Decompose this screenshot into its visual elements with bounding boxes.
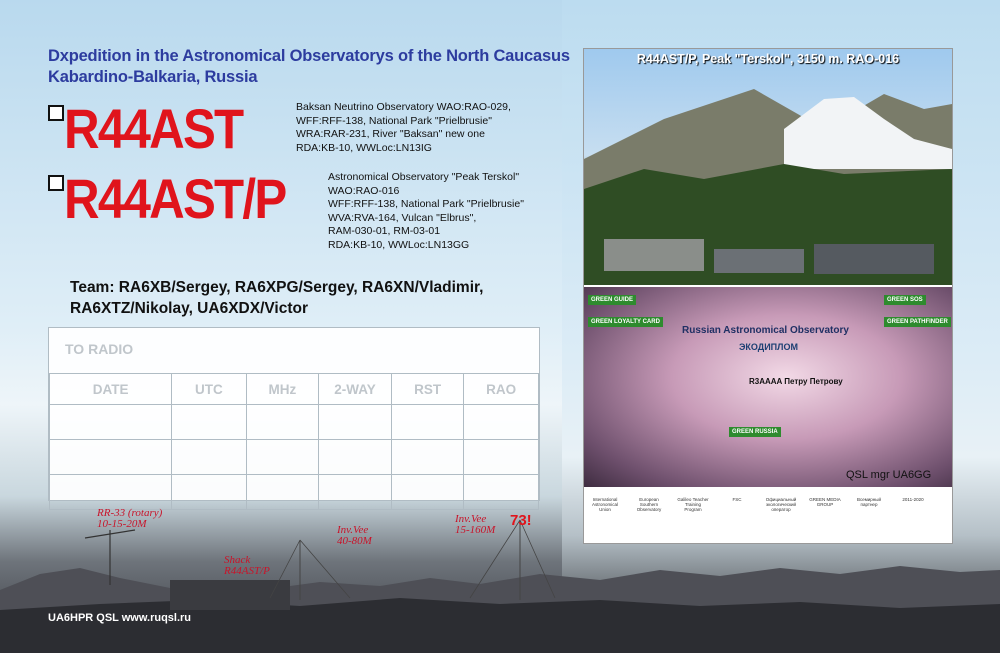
table-row [50, 440, 539, 475]
mountain-photo-art [584, 49, 952, 285]
qso-log-box [48, 327, 540, 501]
qso-header-row [50, 374, 539, 405]
col-date: DATE [50, 374, 172, 405]
badge-pathfinder: GREEN PATHFINDER [884, 317, 951, 327]
terskol-photo [584, 49, 952, 285]
col-rst: RST [391, 374, 464, 405]
badge-loyalty-card: GREEN LOYALTY CARD [588, 317, 663, 327]
col-2way: 2-WAY [319, 374, 392, 405]
antenna-label-invvee-1: Inv.Vee 40-80M [337, 524, 372, 547]
checkbox-r44ast[interactable] [48, 105, 64, 121]
station-info-r44ast: Baksan Neutrino Observatory WAO:RAO-029, WFF:RFF-138, National Park "Prielbrusie" WRA:RAR-231, River "Baksan" new one RDA:KB-10, WWLoc:LN13IG [296, 101, 511, 154]
to-radio-label: TO RADIO [65, 341, 134, 357]
antenna-label-invvee-2: Inv.Vee 15-160M [455, 513, 496, 536]
antenna-label-rr33: RR-33 (rotary) 10-15-20M [97, 507, 163, 530]
badge-green-russia: GREEN RUSSIA [729, 427, 781, 437]
qso-table [49, 373, 539, 510]
photo-title: R44AST/P, Peak "Terskol", 3150 m. RAO-016 [636, 52, 900, 66]
table-row [50, 405, 539, 440]
sponsor-galileo: Galileo Teacher Training Program [677, 497, 709, 512]
qsl-manager: QSL mgr UA6GG [846, 469, 932, 481]
sponsor-green-media: GREEN MEDIA GROUP [809, 497, 841, 507]
ecodiplom-label: ЭКОДИПЛОМ [739, 342, 798, 352]
diploma-title: Russian Astronomical Observatory [682, 325, 849, 336]
seventy-three: 73! [510, 512, 532, 529]
expedition-location: Kabardino-Balkaria, Russia [48, 68, 258, 86]
callsign-r44ast-p: R44AST/P [64, 167, 286, 230]
team-list: Team: RA6XB/Sergey, RA6XPG/Sergey, RA6XN/Vladimir, RA6XTZ/Nikolay, UA6XDX/Victor [70, 279, 484, 317]
sponsor-partner: Всемирный партнер [856, 497, 882, 507]
col-utc: UTC [172, 374, 246, 405]
table-row [50, 475, 539, 510]
sponsor-eco-operator: Официальный экологический оператор [765, 497, 797, 512]
sponsor-decade: 2011-2020 [902, 497, 924, 502]
callsign-r44ast: R44AST [64, 97, 243, 160]
eco-diploma [584, 287, 952, 487]
station-info-r44ast-p: Astronomical Observatory "Peak Terskol" WAO:RAO-016 WFF:RFF-138, National Park "Prielbrusie" WVA:RVA-164, Vulcan "Elbrus", RAM-030-01, RM-03-01 RDA:KB-10, WWLoc:LN13GG [328, 171, 524, 251]
checkbox-r44ast-p[interactable] [48, 175, 64, 191]
col-mhz: MHz [246, 374, 319, 405]
qsl-card-panel [583, 48, 953, 544]
expedition-title: Dxpedition in the Astronomical Observatorys of the North Caucasus [48, 47, 570, 65]
sponsor-fsc: FSC [732, 497, 742, 502]
sponsor-strip [584, 489, 952, 543]
badge-green-sos: GREEN SOS [884, 295, 926, 305]
sponsor-iau: International Astronomical Union [591, 497, 618, 512]
badge-green-guide: GREEN GUIDE [588, 295, 636, 305]
sponsor-eso: European Southern Observatory [636, 497, 662, 512]
col-rao: RAO [464, 374, 539, 405]
shack-label: Shack R44AST/P [224, 554, 270, 577]
footer-credit: UA6HPR QSL www.ruqsl.ru [48, 612, 192, 624]
diploma-recipient: R3AAAA Петру Петрову [749, 377, 843, 386]
